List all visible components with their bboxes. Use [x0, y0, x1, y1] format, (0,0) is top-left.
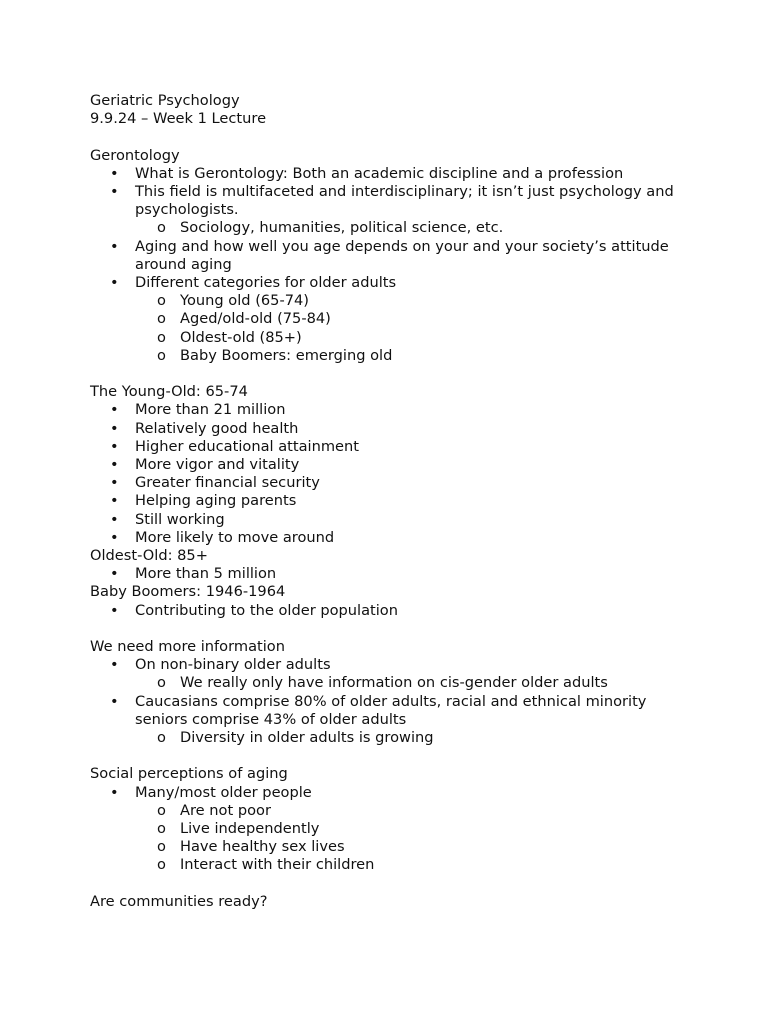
sub-list-item: o We really only have information on cis-gender older adults: [135, 674, 690, 692]
list-item: • Helping aging parents: [90, 492, 690, 510]
section-heading-young-old: The Young-Old: 65-74: [90, 383, 248, 401]
young-old-list: [90, 401, 690, 547]
list-item: [90, 656, 690, 692]
sub-list: [135, 674, 690, 692]
sub-list-item: o Young old (65-74): [135, 292, 690, 310]
oldest-old-list: [90, 565, 690, 583]
list-item: • More likely to move around: [90, 529, 690, 547]
sub-list: [135, 219, 675, 237]
sub-list-item: o Aged/old-old (75-84): [135, 310, 690, 328]
lecture-date: 9.9.24 – Week 1 Lecture: [90, 110, 267, 128]
sub-list-item: o Interact with their children: [135, 856, 690, 874]
list-item: [90, 274, 690, 365]
document-title: Geriatric Psychology: [90, 92, 240, 109]
list-item: • More vigor and vitality: [90, 456, 690, 474]
list-item-text: Caucasians comprise 80% of older adults, racial and ethnical minority seniors comprise 43% of older adults: [135, 692, 647, 728]
blank-line: [90, 128, 690, 146]
sub-list: [135, 802, 690, 875]
section-heading-gerontology: Gerontology: [90, 146, 180, 164]
list-item-text: Different categories for older adults: [135, 274, 397, 292]
list-item-text: Many/most older people: [135, 783, 312, 801]
more-info-list: [90, 656, 690, 747]
list-item: • Higher educational attainment: [90, 438, 690, 456]
list-item: • More than 21 million: [90, 401, 690, 419]
section-heading-baby-boomers: Baby Boomers: 1946-1964: [90, 583, 286, 601]
sub-list-item: o Live independently: [135, 820, 690, 838]
list-item: • More than 5 million: [90, 565, 690, 583]
blank-line: [90, 875, 690, 893]
list-item: • Relatively good health: [90, 420, 690, 438]
sub-list-item: o Have healthy sex lives: [135, 838, 690, 856]
blank-line: [90, 747, 690, 765]
list-item: [90, 183, 675, 238]
sub-list-item: o Are not poor: [135, 802, 690, 820]
section-heading-oldest-old: Oldest-Old: 85+: [90, 547, 208, 565]
sub-list-item: o Sociology, humanities, political science, etc.: [135, 219, 675, 237]
list-item: • Contributing to the older population: [90, 602, 690, 620]
list-item: • Still working: [90, 511, 690, 529]
section-heading-social: Social perceptions of aging: [90, 765, 288, 783]
social-list: [90, 784, 690, 875]
list-item: [90, 693, 675, 748]
list-item: [90, 784, 690, 875]
list-item-text: This field is multifaceted and interdisciplinary; it isn’t just psychology and psychologists.: [135, 183, 674, 219]
sub-list-item: o Diversity in older adults is growing: [135, 729, 675, 747]
sub-list-item: o Oldest-old (85+): [135, 329, 690, 347]
section-heading-more-info: We need more information: [90, 638, 285, 656]
blank-line: [90, 365, 690, 383]
gerontology-list: [90, 165, 690, 365]
blank-line: [90, 620, 690, 638]
sub-list: [135, 729, 675, 747]
document-body: [90, 92, 690, 911]
list-item: • What is Gerontology: Both an academic discipline and a profession: [90, 165, 690, 183]
list-item: • Greater financial security: [90, 474, 690, 492]
list-item-text: On non-binary older adults: [135, 656, 331, 674]
sub-list-item: o Baby Boomers: emerging old: [135, 347, 690, 365]
baby-boomers-list: [90, 602, 690, 620]
section-heading-communities: Are communities ready?: [90, 892, 268, 910]
list-item: • Aging and how well you age depends on your and your society’s attitude around aging: [90, 238, 675, 274]
sub-list: [135, 292, 690, 365]
